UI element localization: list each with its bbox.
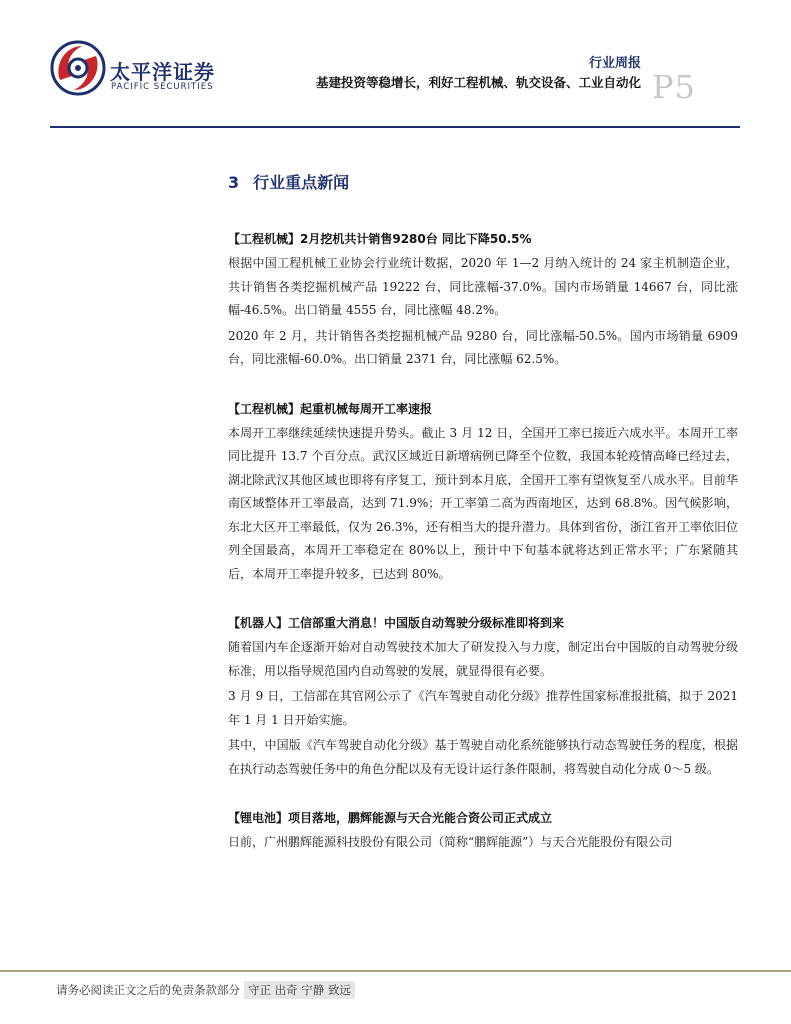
section-number: 3 (228, 173, 240, 192)
section-title: 行业重点新闻 (253, 173, 350, 192)
logo-chinese-name: 太平洋证券 (110, 60, 215, 84)
footer-disclaimer: 请务必阅读正文之后的免责条款部分 (56, 983, 240, 997)
news-item (228, 612, 738, 781)
news-heading: 【锂电池】项目落地，鹏辉能源与天合光能合资公司正式成立 (228, 811, 553, 825)
page-footer (56, 981, 355, 999)
page-number: P5 (652, 68, 696, 106)
news-heading: 【机器人】工信部重大消息！中国版自动驾驶分级标准即将到来 (228, 616, 565, 630)
section-heading (228, 170, 349, 193)
news-paragraph: 3 月 9 日，工信部在其官网公示了《汽车驾驶自动化分级》推荐性国家标准报批稿，拟于 2021 年 1 月 1 日开始实施。 (228, 689, 738, 727)
news-paragraph: 随着国内车企逐渐开始对自动驾驶技术加大了研发投入与力度，制定出台中国版的自动驾驶分级标准，用以指导规范国内自动驾驶的发展，就显得很有必要。 (228, 640, 738, 678)
company-logo-icon (50, 40, 106, 96)
page-header (0, 0, 791, 130)
news-paragraph: 本周开工率继续延续快速提升势头。截止 3 月 12 日，全国开工率已接近六成水平。本周开工率同比提升 13.7 个百分点。武汉区域近日新增病例已降至个位数，我国本轮疫情高峰已经过去，湖北除武汉其他区域也即将有序复工，预计到本月底，全国开工率有望恢复至八成水平。目前华南区域整体开工率最高，达到 71.9%；开工率第二高为西南地区，达到 68.8%。因气候影响，东北大区开工率最低，仅为 26.3%，还有相当大的提升潜力。具体到省份，浙江省开工率依旧位列全国最高，本周开工率稳定在 80%以上，预计中下旬基本就将达到正常水平；广东紧随其后，本周开工率提升较多，已达到 80%。 (228, 425, 738, 581)
news-paragraph: 其中，中国版《汽车驾驶自动化分级》基于驾驶自动化系统能够执行动态驾驶任务的程度，根据在执行动态驾驶任务中的角色分配以及有无设计运行条件限制，将驾驶自动化分成 0～5 级。 (228, 738, 738, 776)
news-paragraph: 根据中国工程机械工业协会行业统计数据，2020 年 1—2 月纳入统计的 24 家主机制造企业，共计销售各类挖掘机械产品 19222 台，同比涨幅-37.0%。国内市场销量 14667 台，同比涨幅-46.5%。出口销量 4555 台，同比涨幅 48.2%。 (228, 256, 738, 317)
news-item (228, 398, 738, 587)
news-item (228, 807, 738, 855)
footer-divider (0, 970, 791, 972)
news-paragraph: 日前，广州鹏辉能源科技股份有限公司（简称“鹏辉能源”）与天合光能股份有限公司 (228, 835, 673, 849)
news-paragraph: 2020 年 2 月，共计销售各类挖掘机械产品 9280 台，同比涨幅-50.5%。国内市场销量 6909 台，同比涨幅-60.0%。出口销量 2371 台，同比涨幅 62.5%。 (228, 328, 738, 366)
news-heading: 【工程机械】2月挖机共计销售9280台 同比下降50.5% (228, 232, 532, 246)
footer-motto: 守正 出奇 宁静 致远 (244, 981, 355, 999)
report-title: 基建投资等稳增长，利好工程机械、轨交设备、工业自动化 (315, 75, 641, 90)
news-heading: 【工程机械】起重机械每周开工率速报 (228, 401, 433, 416)
header-divider (50, 126, 740, 128)
report-type: 行业周报 (588, 56, 641, 71)
news-list (228, 228, 738, 881)
logo-english-name: PACIFIC SECURITIES (111, 82, 214, 92)
news-item (228, 228, 738, 372)
